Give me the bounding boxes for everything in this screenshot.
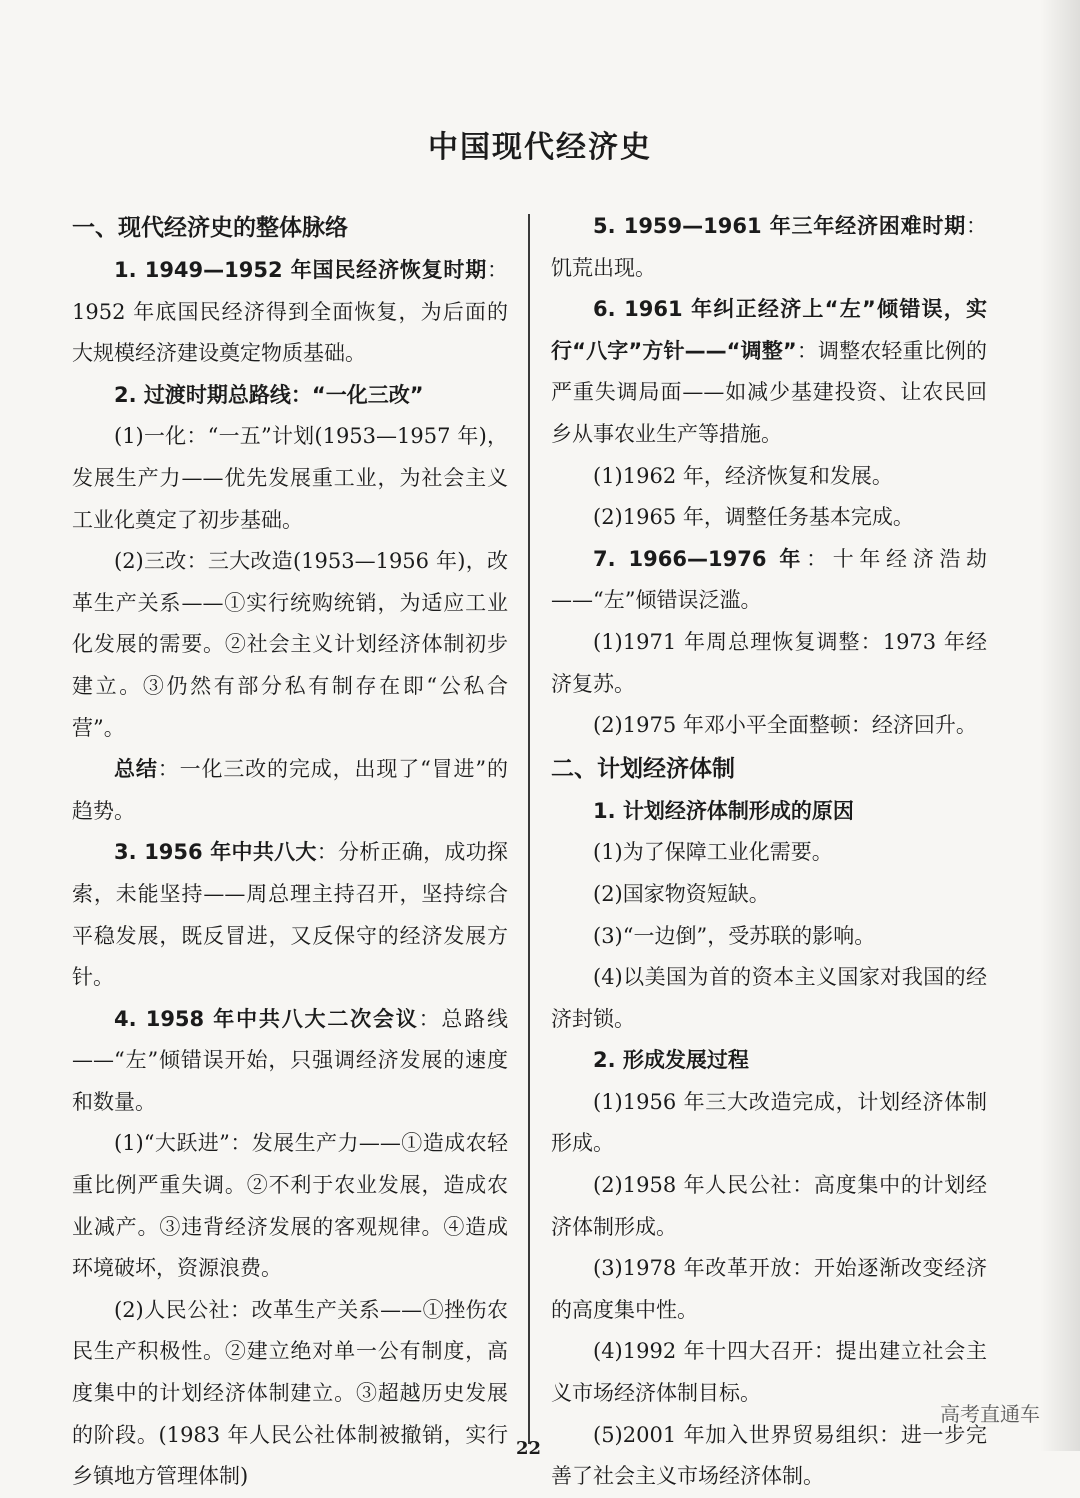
page-number: 22 <box>516 1438 542 1459</box>
paragraph: (3)“一边倒”，受苏联的影响。 <box>593 923 876 948</box>
paragraph: (2)1958 年人民公社：高度集中的计划经济体制形成。 <box>551 1173 987 1239</box>
paragraph-text: ：1952 年底国民经济得到全面恢复，为后面的大规模经济建设奠定物质基础。 <box>72 258 508 366</box>
page-title: 中国现代经济史 <box>428 130 652 165</box>
paragraph: (2)1975 年邓小平全面整顿：经济回升。 <box>593 713 977 738</box>
paragraph-text: ：饥荒出现。 <box>551 214 987 280</box>
paragraph-heading: 2. 形成发展过程 <box>593 1048 749 1073</box>
paragraph: (2)1965 年，调整任务基本完成。 <box>593 505 914 530</box>
paragraph <box>72 250 508 375</box>
left-column <box>72 206 508 1498</box>
paragraph <box>72 832 508 998</box>
paragraph-heading: 3. 1956 年中共八大 <box>114 840 317 865</box>
paragraph-heading: 1. 1949—1952 年国民经济恢复时期 <box>114 258 487 282</box>
paragraph-heading: 7. 1966—1976 年 <box>593 546 807 571</box>
paragraph: (2)国家物资短缺。 <box>593 881 770 906</box>
paragraph <box>551 791 987 833</box>
paragraph-heading: 4. 1958 年中共八大二次会议 <box>114 1006 419 1031</box>
paragraph: (1)“大跃进”：发展生产力——①造成农轻重比例严重失调。②不利于农业发展，造成农业减产。③违背经济发展的客观规律。④造成环境破坏，资源浪费。 <box>72 1131 508 1281</box>
paragraph <box>72 999 508 1124</box>
paragraph: (4)1992 年十四大召开：提出建立社会主义市场经济体制目标。 <box>551 1339 987 1406</box>
paragraph-heading: 2. 过渡时期总路线：“一化三改” <box>114 382 424 407</box>
paragraph <box>72 375 508 417</box>
paragraph: (1)1971 年周总理恢复调整：1973 年经济复苏。 <box>551 629 987 696</box>
paragraph: (1)为了保障工业化需要。 <box>593 840 833 865</box>
column-divider <box>528 214 530 1444</box>
paragraph <box>72 749 508 832</box>
paragraph-heading: 1. 计划经济体制形成的原因 <box>593 798 854 823</box>
paragraph <box>551 289 987 455</box>
paragraph-text: ：总路线——“左”倾错误开始，只强调经济发展的速度和数量。 <box>72 1006 508 1114</box>
paragraph-heading: 总结 <box>114 757 158 782</box>
paragraph: (3)1978 年改革开放：开始逐渐改变经济的高度集中性。 <box>551 1256 987 1322</box>
paragraph: (5)2001 年加入世界贸易组织：进一步完善了社会主义市场经济体制。 <box>551 1422 987 1489</box>
paragraph: (2)三改：三大改造(1953—1956 年)，改革生产关系——①实行统购统销，为适应工业化发展的需要。②社会主义计划经济体制初步建立。③仍然有部分私有制存在即“公私合营”。 <box>72 549 508 740</box>
page-edge-shadow <box>1040 0 1080 1451</box>
paragraph: (4)以美国为首的资本主义国家对我国的经济封锁。 <box>551 965 987 1031</box>
paragraph <box>551 206 987 289</box>
paragraph-text: ：十年经济浩劫——“左”倾错误泛滥。 <box>551 546 988 613</box>
section-heading-1: 一、现代经济史的整体脉络 <box>72 215 348 241</box>
paragraph <box>551 539 987 622</box>
paragraph-heading: 5. 1959—1961 年三年经济困难时期 <box>593 214 966 238</box>
paragraph: (1)一化：“一五”计划(1953—1957 年)，发展生产力——优先发展重工业，为社会主义工业化奠定了初步基础。 <box>72 424 508 532</box>
watermark-label: 高考直通车 <box>940 1402 1040 1426</box>
section-heading-2: 二、计划经济体制 <box>551 755 735 782</box>
paragraph: (1)1956 年三大改造完成，计划经济体制形成。 <box>551 1089 987 1156</box>
paragraph-text: ：一化三改的完成，出现了“冒进”的趋势。 <box>72 757 508 823</box>
paragraph: (2)人民公社：改革生产关系——①挫伤农民生产积极性。②建立绝对单一公有制度，高度集中的计划经济体制建立。③超越历史发展的阶段。(1983 年人民公社体制被撤销，实行乡镇地方管理体制) <box>72 1297 508 1489</box>
paragraph-text: ：调整农轻重比例的严重失调局面——如减少基建投资、让农民回乡从事农业生产等措施。 <box>551 338 987 446</box>
right-column <box>551 206 987 1498</box>
paragraph <box>551 1040 987 1082</box>
paragraph-heading: 6. 1961 年纠正经济上“左”倾错误，实行“八字”方针——“调整” <box>551 297 987 363</box>
paragraph: (1)1962 年，经济恢复和发展。 <box>593 463 893 488</box>
paragraph-text: ：分析正确，成功探索，未能坚持——周总理主持召开，坚持综合平稳发展，既反冒进，又反保守的经济发展方针。 <box>72 840 508 990</box>
